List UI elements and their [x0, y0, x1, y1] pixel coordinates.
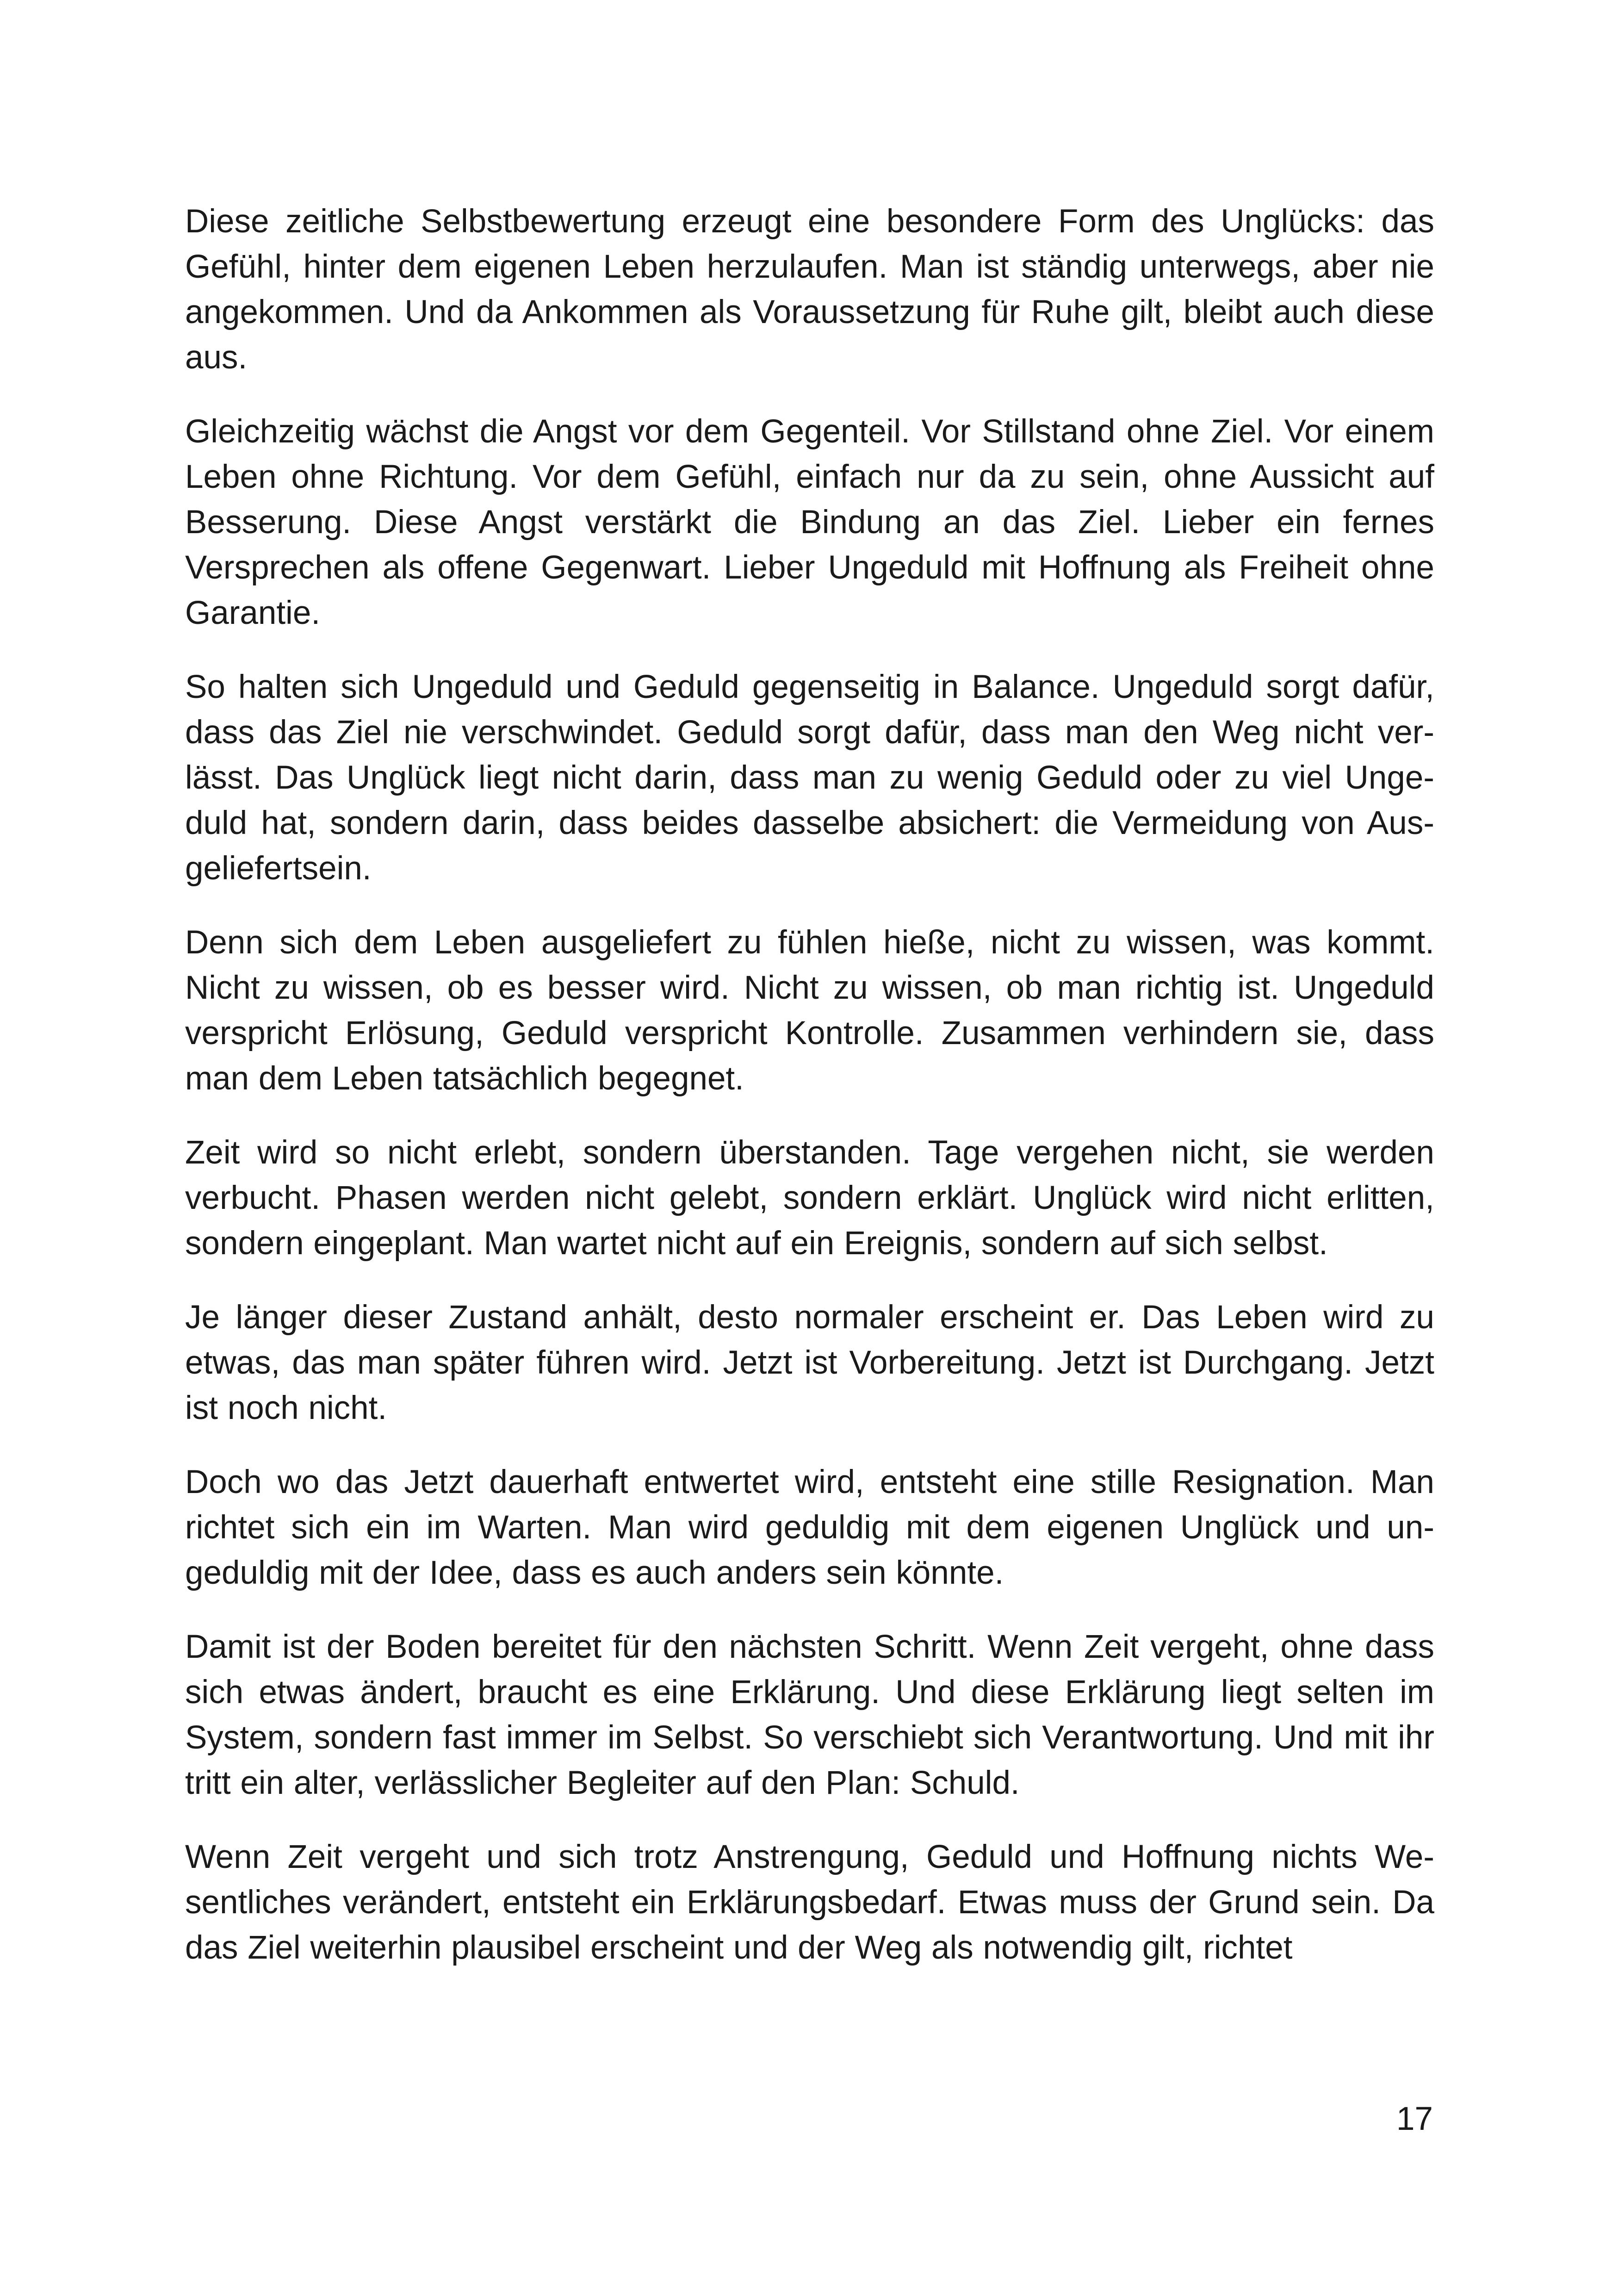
paragraph-6: Je länger dieser Zustand anhält, desto normaler erscheint er. Das Leben wird zu etwas, das man später führen wird. Jetzt ist Vorbereitung. Jetzt ist Durchgang. Jetzt ist noch nicht.: [185, 1299, 1434, 1426]
paragraph-2: Gleichzeitig wächst die Angst vor dem Gegenteil. Vor Stillstand ohne Ziel. Vor einem Leben ohne Richtung. Vor dem Gefühl, einfach nur da zu sein, ohne Aussicht auf Besserung. Diese Angst verstärkt die Bindung an das Ziel. Lieber ein fernes Versprechen als offene Gegenwart. Lieber Ungeduld mit Hoffnung als Freiheit ohne Garantie.: [185, 413, 1434, 631]
paragraph-9: Wenn Zeit vergeht und sich trotz Anstrengung, Geduld und Hoffnung nichts Wesentliches verändert, entsteht ein Erklärungsbedarf. Etwas muss der Grund sein. Da das Ziel weiterhin plausibel erscheint und der Weg als notwendig gilt, richtet: [185, 1839, 1434, 1966]
paragraph-3: So halten sich Ungeduld und Geduld gegenseitig in Balance. Ungeduld sorgt dafür, dass das Ziel nie verschwindet. Geduld sorgt dafür, dass man den Weg nicht verlässt. Das Unglück liegt nicht darin, dass man zu wenig Geduld oder zu viel Ungeduld hat, sondern darin, dass beides dasselbe absichert: die Vermeidung von Ausgeliefertsein.: [185, 669, 1434, 887]
paragraph-4: Denn sich dem Leben ausgeliefert zu fühlen hieße, nicht zu wissen, was kommt. Nicht zu wissen, ob es besser wird. Nicht zu wissen, ob man richtig ist. Ungeduld verspricht Erlösung, Geduld verspricht Kontrolle. Zusammen verhindern sie, dass man dem Leben tatsächlich begegnet.: [185, 924, 1434, 1097]
paragraph-8: Damit ist der Boden bereitet für den nächsten Schritt. Wenn Zeit vergeht, ohne dass sich etwas ändert, braucht es eine Erklärung. Und diese Erklärung liegt selten im System, sondern fast immer im Selbst. So verschiebt sich Verantwortung. Und mit ihr tritt ein alter, verlässlicher Begleiter auf den Plan: Schuld.: [185, 1629, 1434, 1801]
paragraph-7: Doch wo das Jetzt dauerhaft entwertet wird, entsteht eine stille Resignation. Man richtet sich ein im Warten. Man wird geduldig mit dem eigenen Unglück und ungeduldig mit der Idee, dass es auch anders sein könnte.: [185, 1464, 1434, 1591]
page-number: 17: [1396, 2101, 1433, 2137]
paragraph-5: Zeit wird so nicht erlebt, sondern überstanden. Tage vergehen nicht, sie werden verbucht. Phasen werden nicht gelebt, sondern erklärt. Unglück wird nicht erlitten, sondern eingeplant. Man wartet nicht auf ein Ereignis, sondern auf sich selbst.: [185, 1134, 1434, 1262]
body-text: [185, 199, 1434, 1999]
paragraph-1: Diese zeitliche Selbstbewertung erzeugt eine besondere Form des Unglücks: das Gefühl, hinter dem eigenen Leben herzulaufen. Man ist ständig unterwegs, aber nie angekommen. Und da Ankommen als Voraussetzung für Ruhe gilt, bleibt auch diese aus.: [185, 203, 1434, 376]
